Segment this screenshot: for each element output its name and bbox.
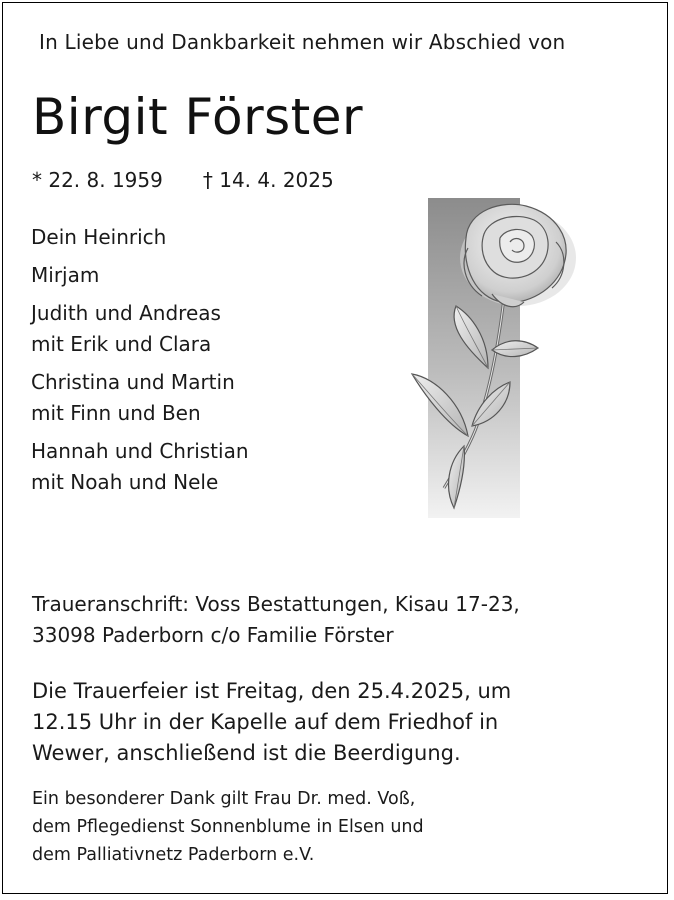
deceased-name: Birgit Förster	[32, 88, 364, 146]
mourner-line: Christina und Martin	[31, 370, 235, 394]
mourner-line: mit Noah und Nele	[31, 470, 219, 494]
ceremony-line: Die Trauerfeier ist Freitag, den 25.4.2025, um	[32, 679, 512, 703]
death-date: † 14. 4. 2025	[202, 168, 334, 192]
ceremony-line: 12.15 Uhr in der Kapelle auf dem Friedhof in	[32, 710, 499, 734]
thanks-line: dem Palliativnetz Paderborn e.V.	[32, 845, 315, 865]
life-dates	[32, 168, 334, 192]
mourner-line: Dein Heinrich	[31, 225, 167, 249]
thanks-line: dem Pflegedienst Sonnenblume in Elsen und	[32, 817, 424, 837]
address-line: 33098 Paderborn c/o Familie Förster	[32, 623, 394, 647]
mourner-group	[31, 298, 249, 360]
mourner-line: Mirjam	[31, 263, 100, 287]
rose-icon	[406, 198, 578, 518]
mourner-group	[31, 367, 249, 429]
mourners-list	[31, 222, 249, 505]
address-line: Traueranschrift: Voss Bestattungen, Kisau 17-23,	[32, 592, 520, 616]
mourner-line: mit Erik und Clara	[31, 332, 212, 356]
mourner-group	[31, 436, 249, 498]
mourner-group	[31, 260, 249, 291]
rose-image	[406, 198, 578, 518]
mourner-line: mit Finn und Ben	[31, 401, 201, 425]
thanks-line: Ein besonderer Dank gilt Frau Dr. med. Voß,	[32, 789, 416, 809]
intro-line: In Liebe und Dankbarkeit nehmen wir Abschied von	[39, 30, 566, 54]
mourner-line: Hannah und Christian	[31, 439, 249, 463]
thanks-note	[32, 785, 424, 869]
address-block	[32, 589, 520, 651]
mourner-line: Judith und Andreas	[31, 301, 221, 325]
ceremony-line: Wewer, anschließend ist die Beerdigung.	[32, 741, 461, 765]
mourner-group	[31, 222, 249, 253]
birth-date: * 22. 8. 1959	[32, 168, 163, 192]
ceremony-info	[32, 676, 511, 769]
